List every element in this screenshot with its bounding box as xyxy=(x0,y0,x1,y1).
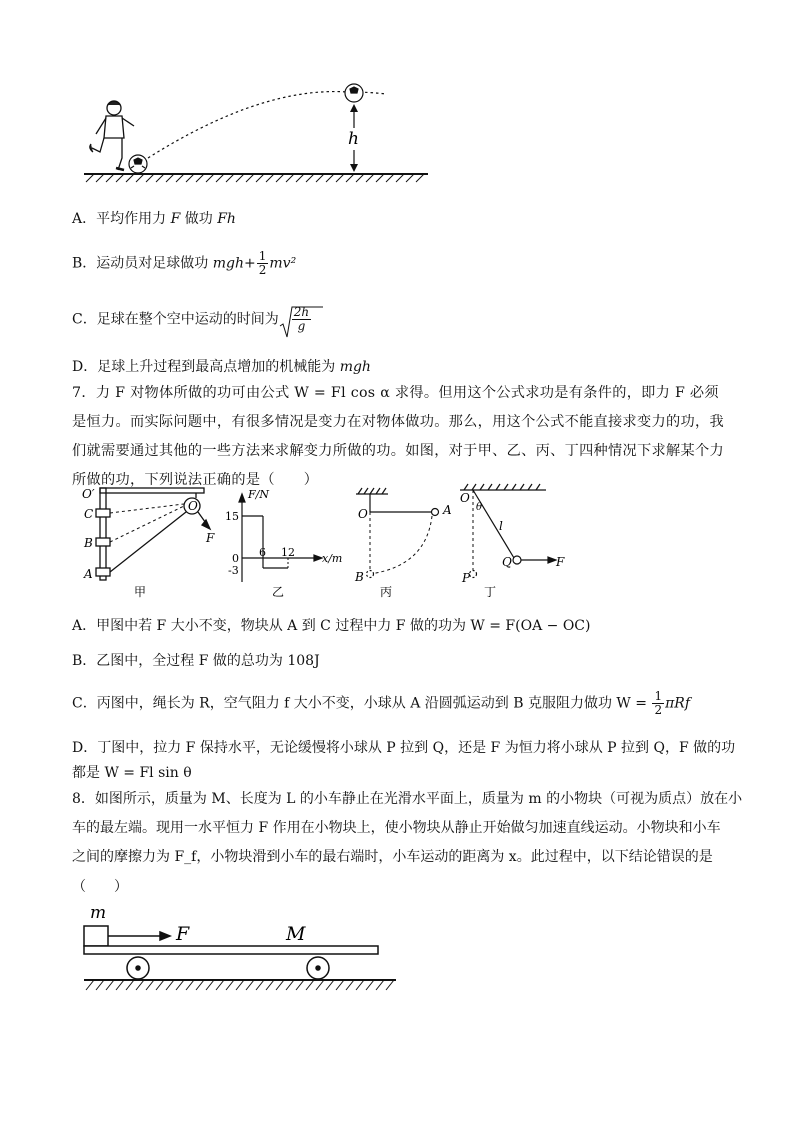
q7-option-d-line1: D．丁图中，拉力 F 保持水平，无论缓慢将小球从 P 拉到 Q，还是 F 为恒力将小球从 P 拉到 Q，F 做的功 xyxy=(72,740,736,756)
svg-text:15: 15 xyxy=(225,510,239,523)
svg-text:m: m xyxy=(90,903,107,923)
player-figure xyxy=(90,101,134,170)
svg-text:-3: -3 xyxy=(228,564,239,577)
q7-option-d-line2: 都是 W = Fl sin θ xyxy=(72,765,192,781)
svg-text:乙: 乙 xyxy=(272,585,285,599)
svg-text:Q: Q xyxy=(502,555,512,569)
svg-text:F: F xyxy=(176,923,190,945)
svg-text:甲: 甲 xyxy=(134,585,147,599)
fig-yi xyxy=(239,494,322,582)
cart-block-figure xyxy=(80,902,400,994)
sqrt-expression: $\frac{2h}{g}$ xyxy=(279,306,312,333)
svg-text:A: A xyxy=(84,567,93,581)
svg-text:B: B xyxy=(355,570,364,584)
svg-text:丁: 丁 xyxy=(484,585,497,599)
svg-text:x/m: x/m xyxy=(322,552,343,565)
svg-text:O′: O′ xyxy=(82,487,95,501)
svg-text:M: M xyxy=(286,923,306,945)
svg-text:l: l xyxy=(499,519,503,533)
svg-text:B: B xyxy=(84,536,93,550)
svg-text:P: P xyxy=(462,571,471,585)
q6-option-a: A．平均作用力 F 做功 Fh xyxy=(72,211,236,227)
q8-stem-line3: 之间的摩擦力为 F_f，小物块滑到小车的最右端时，小车运动的距离为 x。此过程中，以下结论错误的是 xyxy=(72,849,713,865)
q7-option-c: C．丙图中，绳长为 R，空气阻力 f 大小不变，小球从 A 沿圆弧运动到 B 克服阻力做功 W = $\frac{1}{2}$ πRf xyxy=(72,689,691,717)
svg-text:A: A xyxy=(443,503,452,517)
svg-text:6: 6 xyxy=(259,546,266,559)
q6-option-c: C．足球在整个空中运动的时间为 $\frac{2h}{g}$ xyxy=(72,306,312,333)
football-kick-figure xyxy=(82,78,432,186)
svg-text:O: O xyxy=(358,507,368,521)
q7-figures xyxy=(80,482,580,600)
label-h: h xyxy=(348,129,359,149)
q7-option-a: A．甲图中若 F 大小不变，物块从 A 到 C 过程中力 F 做的功为 W = F(OA − OC) xyxy=(72,618,591,634)
q8-paren: （ ） xyxy=(72,879,128,895)
svg-text:丙: 丙 xyxy=(380,585,393,599)
svg-text:12: 12 xyxy=(281,546,295,559)
q7-option-b: B．乙图中，全过程 F 做的总功为 108J xyxy=(72,653,320,669)
svg-text:F: F xyxy=(556,555,565,569)
svg-text:O: O xyxy=(460,491,470,505)
svg-text:F/N: F/N xyxy=(248,488,269,501)
svg-text:θ: θ xyxy=(476,502,483,513)
football-top xyxy=(345,84,363,102)
q6-option-d: D．足球上升过程到最高点增加的机械能为 mgh xyxy=(72,359,371,375)
q6-option-b: B．运动员对足球做功 mgh+ $\frac{1}{2}$ mv² xyxy=(72,249,297,277)
q8-stem-line1: 8．如图所示，质量为 M、长度为 L 的小车静止在光滑水平面上，质量为 m 的小物块（可视为质点）放在小 xyxy=(72,791,743,807)
q7-stem: 7．力 F 对物体所做的功可由公式 W = Fl cos α 求得。但用这个公式求功是有条件的，即力 F 必须是恒力。而实际问题中，有很多情况是变力在对物体做功。那么，用这个公式不能直接求变力的功，我们就需要通过其他的一些方法来求解变力所做的功。如图，对于甲、乙、丙、丁四种情况下求解某个力所做的功，下列说法正确的是（ ） xyxy=(72,385,724,488)
svg-text:O: O xyxy=(188,499,198,513)
q8-stem-line2: 车的最左端。现用一水平恒力 F 作用在小物块上，使小物块从静止开始做匀加速直线运动。小物块和小车 xyxy=(72,820,721,836)
svg-text:F: F xyxy=(206,531,215,545)
fig-bing xyxy=(356,488,439,578)
svg-text:C: C xyxy=(84,507,94,521)
football-ground xyxy=(129,155,147,173)
svg-text:0: 0 xyxy=(232,552,239,565)
